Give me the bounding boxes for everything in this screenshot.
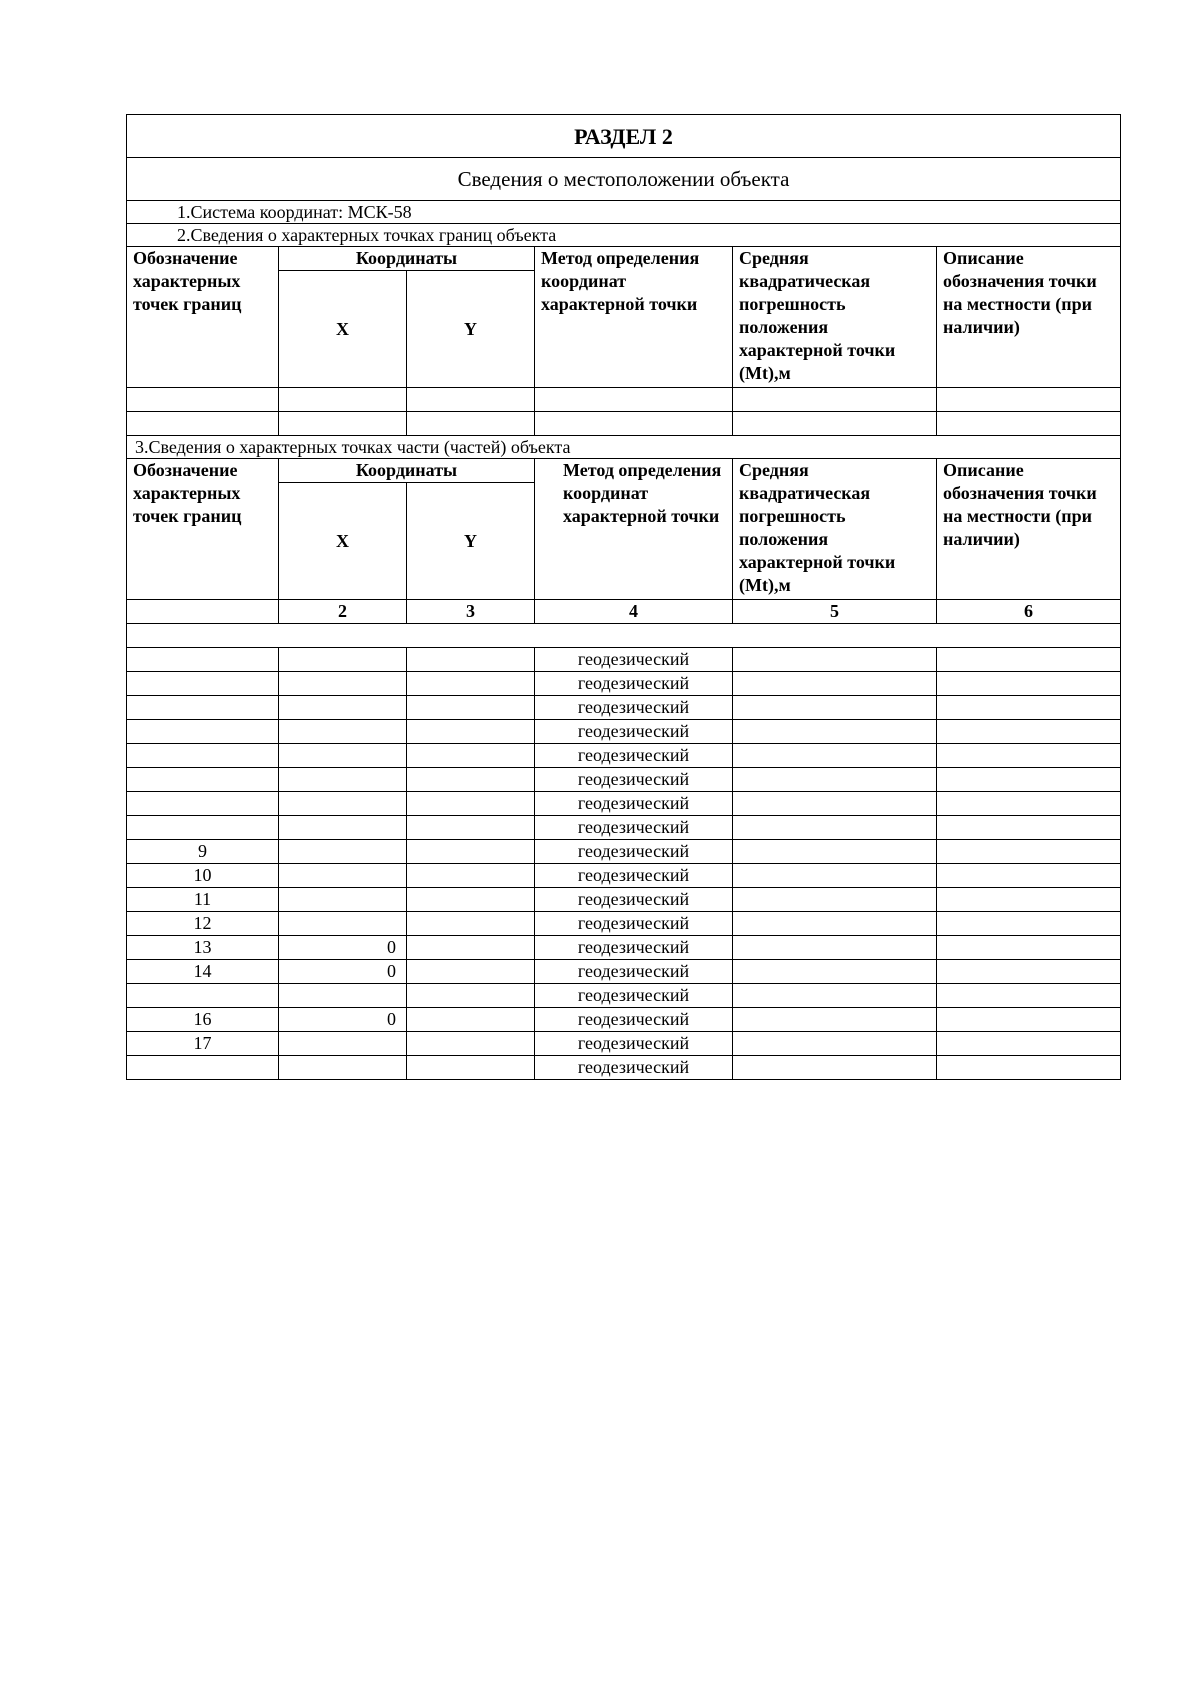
- coord-x: 0: [279, 1008, 407, 1032]
- boundary-empty-row: [127, 388, 1121, 412]
- method-cell: геодезический: [535, 672, 733, 696]
- point-number: [127, 1056, 279, 1080]
- coord-y: [407, 960, 535, 984]
- column-number: 6: [937, 600, 1121, 624]
- point-number: [127, 696, 279, 720]
- parts-header-designation: Обозначение характерных точек границ: [127, 459, 279, 600]
- method-cell: геодезический: [535, 960, 733, 984]
- coord-x: [279, 912, 407, 936]
- description-cell: [937, 768, 1121, 792]
- coord-y: [407, 816, 535, 840]
- table-row: [127, 672, 1121, 696]
- section-table: [126, 114, 1121, 1080]
- coord-y: [407, 768, 535, 792]
- point-number: [127, 816, 279, 840]
- description-cell: [937, 792, 1121, 816]
- point-number: 11: [127, 888, 279, 912]
- error-cell: [733, 936, 937, 960]
- coord-y: [407, 792, 535, 816]
- description-cell: [937, 1032, 1121, 1056]
- error-cell: [733, 720, 937, 744]
- table-row: [127, 936, 1121, 960]
- table-row: [127, 720, 1121, 744]
- coord-x: [279, 888, 407, 912]
- coord-y: [407, 1008, 535, 1032]
- description-cell: [937, 1056, 1121, 1080]
- method-cell: геодезический: [535, 768, 733, 792]
- description-cell: [937, 864, 1121, 888]
- point-number: 14: [127, 960, 279, 984]
- error-cell: [733, 912, 937, 936]
- parts-header-method: Метод определения координат характерной точки: [535, 459, 733, 600]
- table-row: [127, 744, 1121, 768]
- point-number: 10: [127, 864, 279, 888]
- error-cell: [733, 672, 937, 696]
- error-cell: [733, 648, 937, 672]
- coord-y: [407, 720, 535, 744]
- section-title: РАЗДЕЛ 2: [127, 115, 1121, 158]
- table-row: [127, 840, 1121, 864]
- table-row: [127, 816, 1121, 840]
- table-row: [127, 696, 1121, 720]
- parts-header-row-1: [127, 459, 1121, 483]
- method-cell: геодезический: [535, 984, 733, 1008]
- description-cell: [937, 984, 1121, 1008]
- point-number: [127, 720, 279, 744]
- boundary-header-row-1: [127, 247, 1121, 271]
- header-method: Метод определения координат характерной точки: [535, 247, 733, 388]
- column-number: 2: [279, 600, 407, 624]
- parts-points-line: 3.Сведения о характерных точках части (частей) объекта: [127, 436, 1121, 459]
- coord-system-row: [127, 201, 1121, 224]
- table-row: [127, 1008, 1121, 1032]
- description-cell: [937, 912, 1121, 936]
- table-row: [127, 1032, 1121, 1056]
- parts-rows: [127, 648, 1121, 1080]
- method-cell: геодезический: [535, 696, 733, 720]
- table-row: [127, 888, 1121, 912]
- coord-x: [279, 672, 407, 696]
- coord-y: [407, 744, 535, 768]
- error-cell: [733, 1032, 937, 1056]
- error-cell: [733, 744, 937, 768]
- header-y: Y: [407, 271, 535, 388]
- point-number: [127, 648, 279, 672]
- parts-spacer-row: [127, 624, 1121, 648]
- column-number: 5: [733, 600, 937, 624]
- description-cell: [937, 696, 1121, 720]
- method-cell: геодезический: [535, 648, 733, 672]
- description-cell: [937, 720, 1121, 744]
- description-cell: [937, 936, 1121, 960]
- point-number: [127, 744, 279, 768]
- header-designation: Обозначение характерных точек границ: [127, 247, 279, 388]
- method-cell: геодезический: [535, 1008, 733, 1032]
- table-row: [127, 984, 1121, 1008]
- coord-y: [407, 888, 535, 912]
- section-title-row: [127, 115, 1121, 158]
- description-cell: [937, 744, 1121, 768]
- boundary-points-line: 2.Сведения о характерных точках границ объекта: [127, 224, 1121, 247]
- error-cell: [733, 888, 937, 912]
- method-cell: геодезический: [535, 912, 733, 936]
- point-number: 16: [127, 1008, 279, 1032]
- table-row: [127, 768, 1121, 792]
- column-numbers-row: [127, 600, 1121, 624]
- coord-x: [279, 864, 407, 888]
- method-cell: геодезический: [535, 936, 733, 960]
- coord-y: [407, 1032, 535, 1056]
- coord-y: [407, 864, 535, 888]
- error-cell: [733, 960, 937, 984]
- section-subtitle-row: [127, 158, 1121, 201]
- boundary-empty-row: [127, 412, 1121, 436]
- point-number: 17: [127, 1032, 279, 1056]
- method-cell: геодезический: [535, 840, 733, 864]
- parts-points-caption-row: [127, 436, 1121, 459]
- parts-header-description: Описание обозначения точки на местности (при наличии): [937, 459, 1121, 600]
- coord-y: [407, 648, 535, 672]
- table-row: [127, 912, 1121, 936]
- coord-x: [279, 720, 407, 744]
- table-row: [127, 792, 1121, 816]
- table-row: [127, 960, 1121, 984]
- coord-y: [407, 696, 535, 720]
- method-cell: геодезический: [535, 792, 733, 816]
- description-cell: [937, 840, 1121, 864]
- coord-x: 0: [279, 960, 407, 984]
- column-number: 3: [407, 600, 535, 624]
- coord-system-line: 1.Система координат: МСК-58: [127, 201, 1121, 224]
- column-number: 4: [535, 600, 733, 624]
- coord-x: 0: [279, 936, 407, 960]
- point-number: [127, 768, 279, 792]
- method-cell: геодезический: [535, 816, 733, 840]
- coord-x: [279, 648, 407, 672]
- method-cell: геодезический: [535, 1032, 733, 1056]
- error-cell: [733, 864, 937, 888]
- coord-x: [279, 768, 407, 792]
- document-page: [126, 114, 1120, 1080]
- error-cell: [733, 816, 937, 840]
- error-cell: [733, 768, 937, 792]
- parts-header-x: X: [279, 483, 407, 600]
- description-cell: [937, 816, 1121, 840]
- section-subtitle: Сведения о местоположении объекта: [127, 158, 1121, 201]
- coord-x: [279, 744, 407, 768]
- error-cell: [733, 840, 937, 864]
- coord-x: [279, 816, 407, 840]
- header-error: Средняя квадратическая погрешность положения характерной точки (Mt),м: [733, 247, 937, 388]
- coord-y: [407, 912, 535, 936]
- error-cell: [733, 984, 937, 1008]
- error-cell: [733, 1056, 937, 1080]
- description-cell: [937, 1008, 1121, 1032]
- table-row: [127, 648, 1121, 672]
- boundary-points-caption-row: [127, 224, 1121, 247]
- method-cell: геодезический: [535, 1056, 733, 1080]
- error-cell: [733, 792, 937, 816]
- coord-y: [407, 672, 535, 696]
- coord-x: [279, 1056, 407, 1080]
- header-x: X: [279, 271, 407, 388]
- point-number: 13: [127, 936, 279, 960]
- description-cell: [937, 960, 1121, 984]
- parts-header-y: Y: [407, 483, 535, 600]
- coord-x: [279, 1032, 407, 1056]
- method-cell: геодезический: [535, 864, 733, 888]
- parts-header-coordinates: Координаты: [279, 459, 535, 483]
- table-row: [127, 864, 1121, 888]
- error-cell: [733, 1008, 937, 1032]
- method-cell: геодезический: [535, 744, 733, 768]
- coord-y: [407, 1056, 535, 1080]
- coord-x: [279, 984, 407, 1008]
- description-cell: [937, 888, 1121, 912]
- method-cell: геодезический: [535, 888, 733, 912]
- coord-x: [279, 840, 407, 864]
- table-row: [127, 1056, 1121, 1080]
- point-number: [127, 792, 279, 816]
- header-coordinates: Координаты: [279, 247, 535, 271]
- coord-x: [279, 792, 407, 816]
- point-number: [127, 984, 279, 1008]
- point-number: 9: [127, 840, 279, 864]
- coord-y: [407, 984, 535, 1008]
- coord-y: [407, 840, 535, 864]
- description-cell: [937, 648, 1121, 672]
- error-cell: [733, 696, 937, 720]
- method-cell: геодезический: [535, 720, 733, 744]
- point-number: 12: [127, 912, 279, 936]
- point-number: [127, 672, 279, 696]
- coord-x: [279, 696, 407, 720]
- header-description: Описание обозначения точки на местности (при наличии): [937, 247, 1121, 388]
- parts-header-error: Средняя квадратическая погрешность положения характерной точки (Mt),м: [733, 459, 937, 600]
- coord-y: [407, 936, 535, 960]
- description-cell: [937, 672, 1121, 696]
